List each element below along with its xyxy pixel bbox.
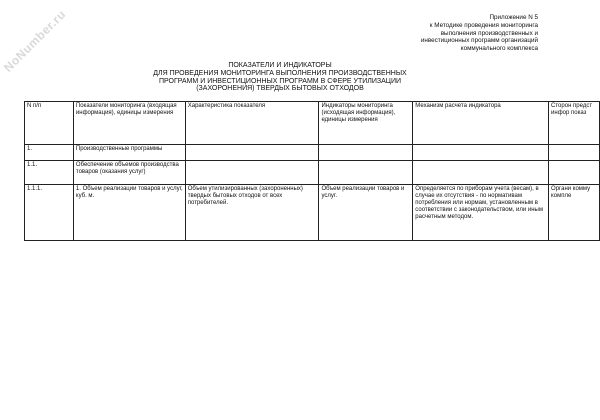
cell-mechanism: [413, 145, 549, 161]
title-line: (ЗАХОРОНЕНИЯ) ТВЕРДЫХ БЫТОВЫХ ОТХОДОВ: [196, 85, 364, 93]
cell-characteristic: [185, 145, 319, 161]
document-title: [130, 62, 430, 93]
appendix-line: выполнения производственных и: [440, 29, 538, 37]
cell-number: 1.: [25, 145, 74, 161]
cell-characteristic: Объем утилизированных (захороненных) твердых бытовых отходов от всех потребителей.: [185, 185, 319, 241]
appendix-line: инвестиционных программ организаций: [420, 37, 538, 45]
appendix-note: [338, 14, 538, 53]
cell-output: [319, 161, 413, 185]
appendix-line: к Методике проведения мониторинга: [429, 21, 538, 29]
table-header-row: [25, 102, 600, 145]
header-number: N п/п: [25, 102, 74, 145]
header-characteristic: Характеристика показателя: [185, 102, 319, 145]
cell-characteristic: [185, 161, 319, 185]
indicators-table: [24, 101, 600, 241]
appendix-line: Приложение N 5: [489, 14, 538, 21]
cell-indicator: 1. Объем реализации товаров и услуг, куб. м.: [73, 185, 185, 241]
cell-mechanism: Определяется по приборам учета (весам), в случае их отсутствия - по нормативам потребления или нормам, установленным в соответствии с законодательством, или иным расчетным методом.: [413, 185, 549, 241]
title-line: ДЛЯ ПРОВЕДЕНИЯ МОНИТОРИНГА ВЫПОЛНЕНИЯ ПРОИЗВОДСТВЕННЫХ: [153, 69, 407, 77]
cell-indicator: Обеспечение объемов производства товаров (оказания услуг): [73, 161, 185, 185]
cell-party: [549, 145, 600, 161]
table-row: [25, 185, 600, 241]
title-line: ПОКАЗАТЕЛИ И ИНДИКАТОРЫ: [228, 62, 332, 69]
cell-number: 1.1.1.: [25, 185, 74, 241]
watermark: NoNumber.ru: [0, 7, 69, 75]
header-calc-mechanism: Механизм расчета индикатора: [413, 102, 549, 145]
cell-output: Объем реализации товаров и услуг.: [319, 185, 413, 241]
title-line: ПРОГРАММ И ИНВЕСТИЦИОННЫХ ПРОГРАММ В СФЕРЕ УТИЛИЗАЦИИ: [158, 77, 402, 85]
cell-indicator: Производственные программы: [73, 145, 185, 161]
cell-party: [549, 161, 600, 185]
header-output-indicators: Индикаторы мониторинга (исходящая информация), единицы измерения: [319, 102, 413, 145]
cell-party: Органи комму компле: [549, 185, 600, 241]
cell-mechanism: [413, 161, 549, 185]
table-row: [25, 161, 600, 185]
cell-number: 1.1.: [25, 161, 74, 185]
cell-output: [319, 145, 413, 161]
table-row: [25, 145, 600, 161]
appendix-line: коммунального комплекса: [460, 45, 538, 53]
header-party: Сторон предст инфор показ: [549, 102, 600, 145]
header-input-indicators: Показатели мониторинга (входящая информация), единицы измерения: [73, 102, 185, 145]
